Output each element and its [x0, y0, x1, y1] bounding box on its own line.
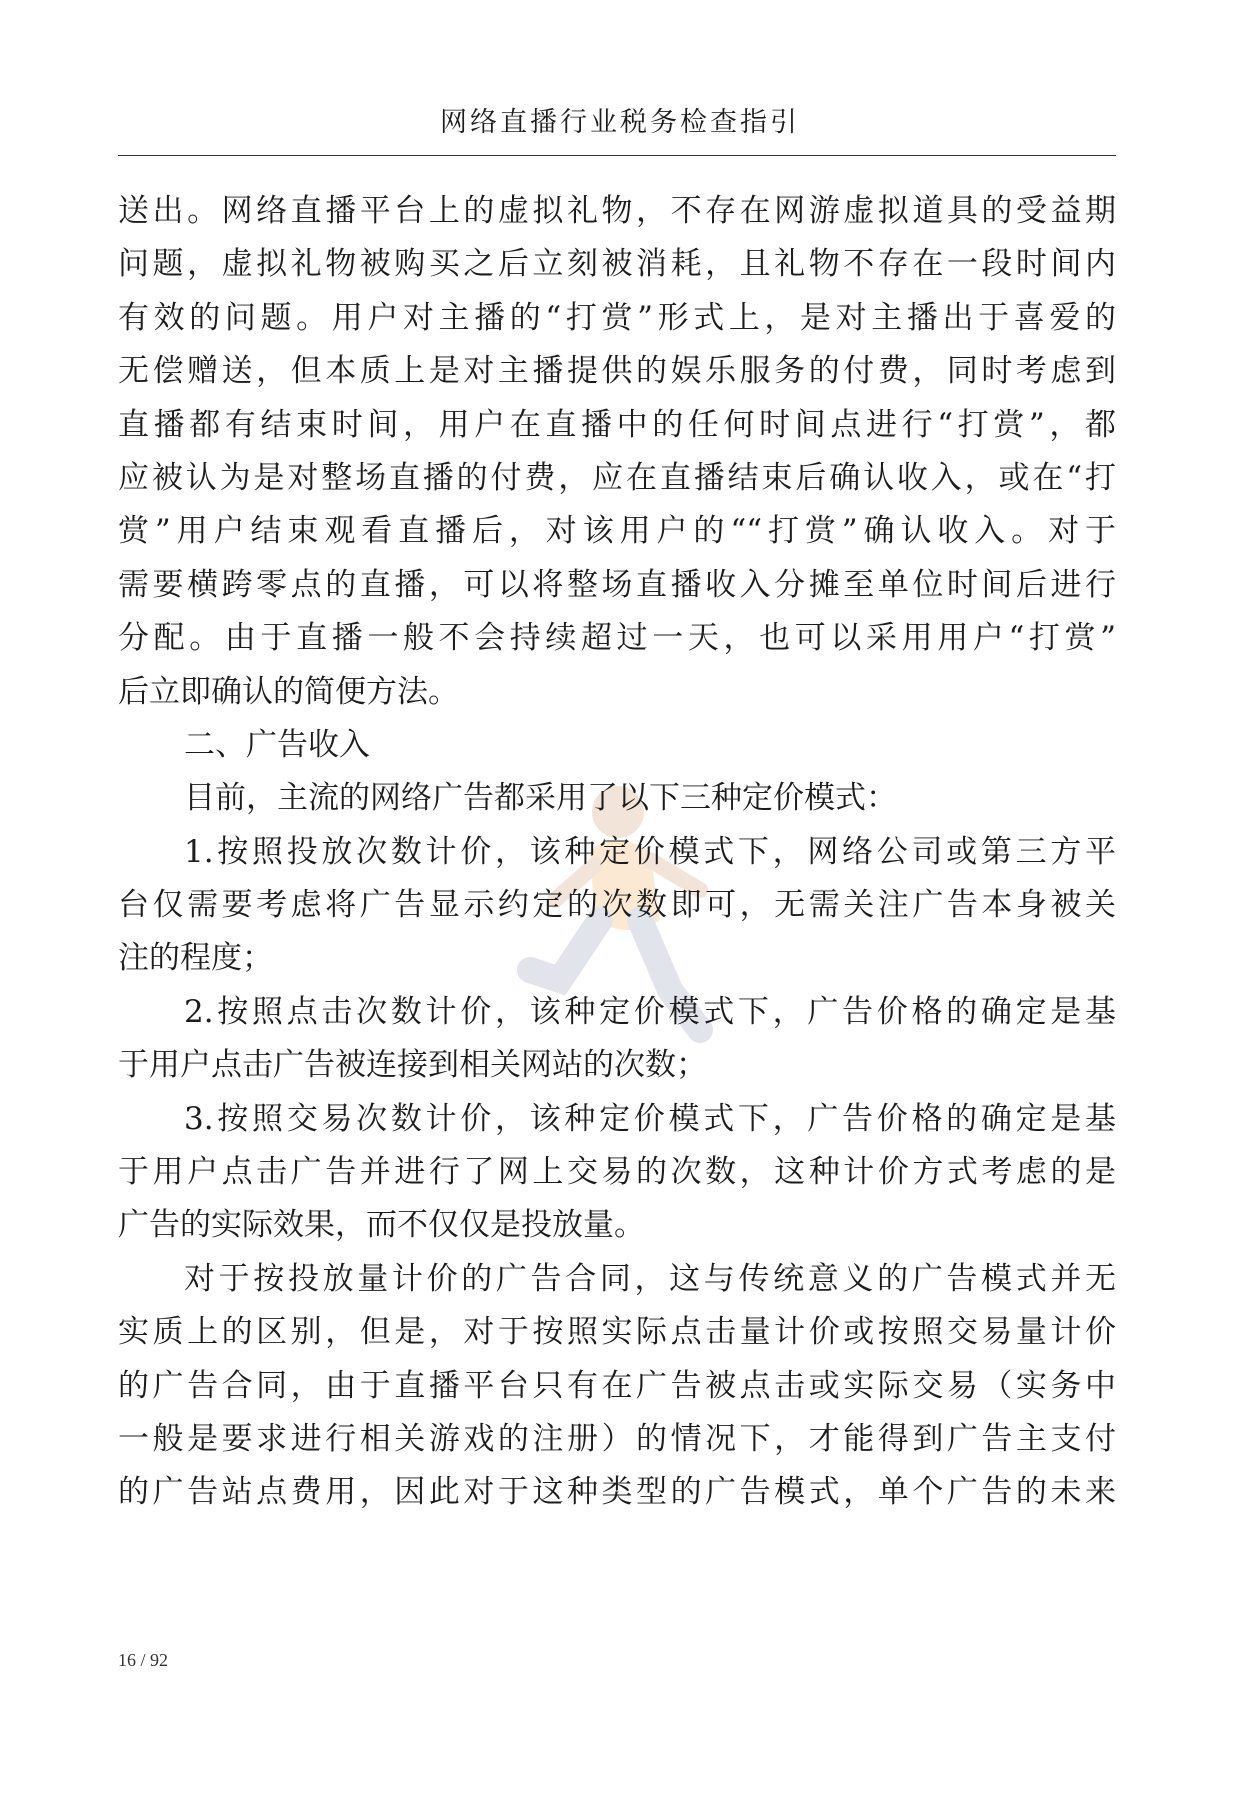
- page-number: 16 / 92: [118, 1650, 169, 1670]
- text-line: 需要横跨零点的直播，可以将整场直播收入分摊至单位时间后进行: [118, 566, 1116, 603]
- text-line: 对于按投放量计价的广告合同，这与传统意义的广告模式并无: [184, 1260, 1116, 1297]
- document-body: [118, 185, 1116, 1520]
- text-line: 注的程度；: [118, 940, 273, 977]
- text-line: 于用户点击广告并进行了网上交易的次数，这种计价方式考虑的是: [118, 1154, 1116, 1191]
- text-line: 的广告站点费用，因此对于这种类型的广告模式，单个广告的未来: [118, 1474, 1116, 1511]
- text-line: 有效的问题。用户对主播的“打赏”形式上，是对主播出于喜爱的: [118, 299, 1116, 336]
- text-line: 目前，主流的网络广告都采用了以下三种定价模式：: [184, 780, 897, 817]
- text-line: 后立即确认的简便方法。: [118, 673, 459, 710]
- text-line: 无偿赠送，但本质上是对主播提供的娱乐服务的付费，同时考虑到: [118, 353, 1116, 390]
- text-line: 一般是要求进行相关游戏的注册）的情况下，才能得到广告主支付: [118, 1420, 1116, 1457]
- text-line: 于用户点击广告被连接到相关网站的次数；: [118, 1047, 707, 1084]
- page-header-title: 网络直播行业税务检查指引: [440, 107, 800, 138]
- text-line: 的广告合同，由于直播平台只有在广告被点击或实际交易（实务中: [118, 1367, 1116, 1404]
- text-line: 问题，虚拟礼物被购买之后立刻被消耗，且礼物不存在一段时间内: [118, 246, 1116, 283]
- list-item: 2.按照点击次数计价，该种定价模式下，广告价格的确定是基: [184, 993, 1116, 1030]
- text-line: 直播都有结束时间，用户在直播中的任何时间点进行“打赏”，都: [118, 406, 1116, 443]
- text-line: 广告的实际效果，而不仅仅是投放量。: [118, 1207, 645, 1244]
- text-line: 送出。网络直播平台上的虚拟礼物，不存在网游虚拟道具的受益期: [118, 193, 1116, 229]
- text-line: 分配。由于直播一般不会持续超过一天，也可以采用用户“打赏”: [118, 620, 1116, 657]
- list-item: 3.按照交易次数计价，该种定价模式下，广告价格的确定是基: [184, 1100, 1116, 1137]
- section-heading: 二、广告收入: [184, 726, 370, 763]
- list-item: 1.按照投放次数计价，该种定价模式下，网络公司或第三方平: [184, 833, 1116, 870]
- header-divider: [118, 155, 1116, 156]
- text-line: 应被认为是对整场直播的付费，应在直播结束后确认收入，或在“打: [118, 459, 1116, 496]
- text-line: 实质上的区别，但是，对于按照实际点击量计价或按照交易量计价: [118, 1314, 1116, 1351]
- text-line: 赏”用户结束观看直播后，对该用户的““打赏”确认收入。对于: [118, 513, 1116, 550]
- text-line: 台仅需要考虑将广告显示约定的次数即可，无需关注广告本身被关: [118, 887, 1116, 924]
